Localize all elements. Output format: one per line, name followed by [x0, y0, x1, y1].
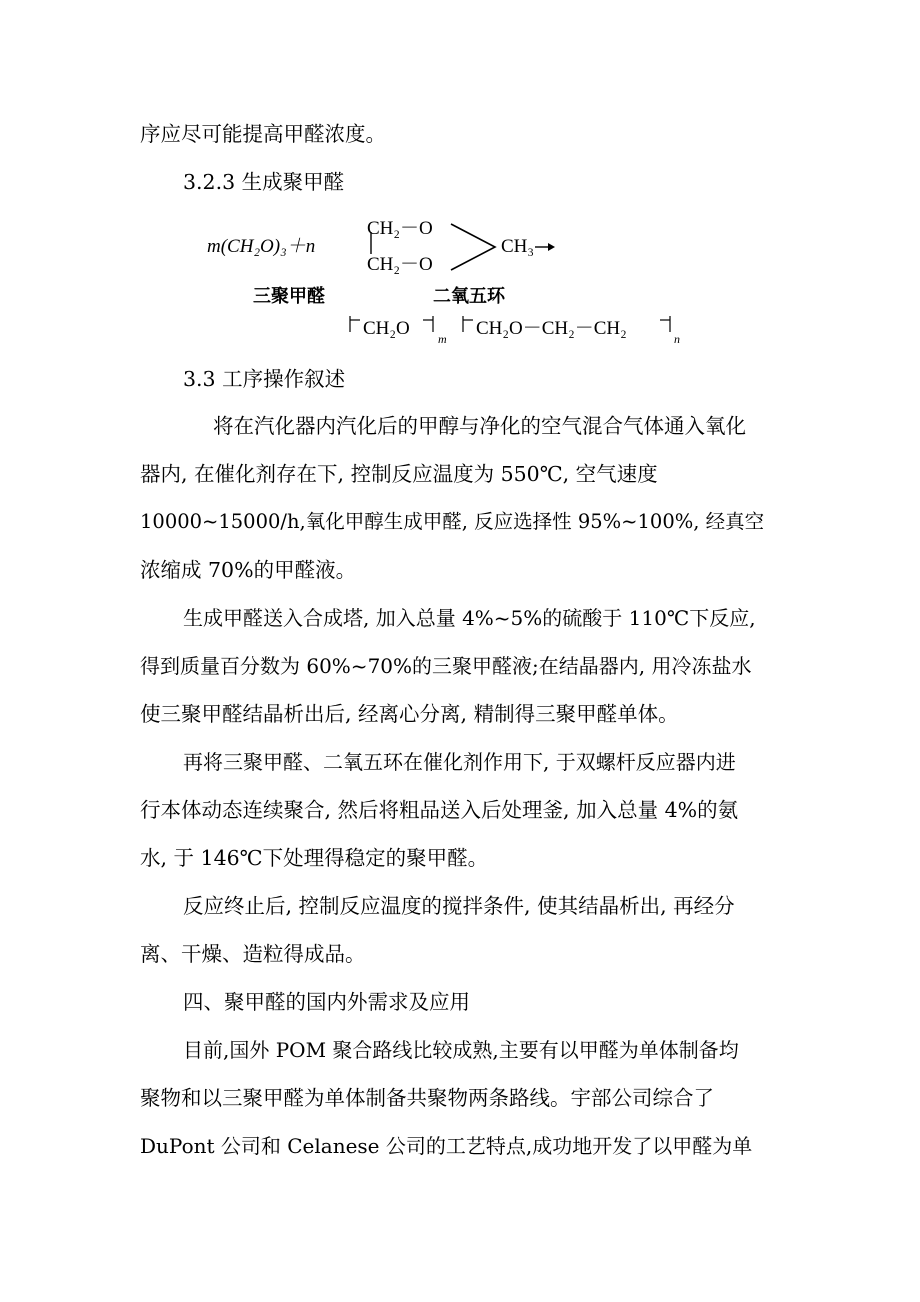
product-subscript-m: m — [438, 332, 447, 346]
text-line-1: 序应尽可能提高甲醛浓度。 — [140, 122, 386, 146]
text-line-13: 水, 于 146℃下处理得稳定的聚甲醛。 — [140, 846, 489, 870]
text-line-4: 将在汽化器内汽化后的甲醇与净化的空气混合气体通入氧化 — [213, 414, 746, 438]
section-heading-4: 四、聚甲醛的国内外需求及应用 — [183, 990, 470, 1014]
text-line-10: 使三聚甲醛结晶析出后, 经离心分离, 精制得三聚甲醛单体。 — [140, 702, 679, 726]
ring-top: CH₂－O — [367, 218, 433, 239]
text-line-14: 反应终止后, 控制反应温度的搅拌条件, 使其结晶析出, 再经分 — [183, 894, 735, 918]
text-line-11: 再将三聚甲醛、二氧五环在催化剂作用下, 于双螺杆反应器内进 — [183, 750, 736, 774]
label-dioxolane: 二氧五环 — [433, 286, 505, 307]
label-trioxane: 三聚甲醛 — [253, 286, 325, 307]
text-line-7: 浓缩成 70%的甲醛液。 — [140, 558, 357, 582]
text-line-6: 10000~15000/h,氧化甲醇生成甲醛, 反应选择性 95%~100%, 经真空 — [140, 510, 765, 533]
ring-bottom: CH₂－O — [367, 254, 433, 275]
section-heading-3-3: 3.3 工序操作叙述 — [183, 367, 346, 391]
product-head: CH₃ — [501, 236, 535, 257]
text-line-12: 行本体动态连续聚合, 然后将粗品送入后处理釜, 加入总量 4%的氨 — [140, 798, 739, 822]
text-line-8: 生成甲醛送入合成塔, 加入总量 4%~5%的硫酸于 110℃下反应, — [183, 606, 756, 630]
reaction-scheme — [205, 214, 725, 344]
product-chain-2: CH₂O－CH₂－CH₂ — [476, 318, 627, 339]
product-subscript-n: n — [674, 332, 680, 346]
text-line-19: DuPont 公司和 Celanese 公司的工艺特点,成功地开发了以甲醛为单 — [140, 1134, 753, 1158]
reactant-trioxane: m(CH₂O)₃＋n — [207, 236, 316, 257]
text-line-5: 器内, 在催化剂存在下, 控制反应温度为 550℃, 空气速度 — [140, 462, 658, 486]
text-line-15: 离、干燥、造粒得成品。 — [140, 942, 366, 966]
product-chain-1: CH₂O — [363, 318, 410, 339]
text-line-17: 目前,国外 POM 聚合路线比较成熟,主要有以甲醛为单体制备均 — [183, 1038, 739, 1062]
text-line-18: 聚物和以三聚甲醛为单体制备共聚物两条路线。宇部公司综合了 — [140, 1086, 714, 1110]
text-line-9: 得到质量百分数为 60%~70%的三聚甲醛液;在结晶器内, 用冷冻盐水 — [140, 654, 752, 678]
reaction-lines — [205, 214, 725, 344]
section-heading-3-2-3: 3.2.3 生成聚甲醛 — [183, 170, 345, 194]
